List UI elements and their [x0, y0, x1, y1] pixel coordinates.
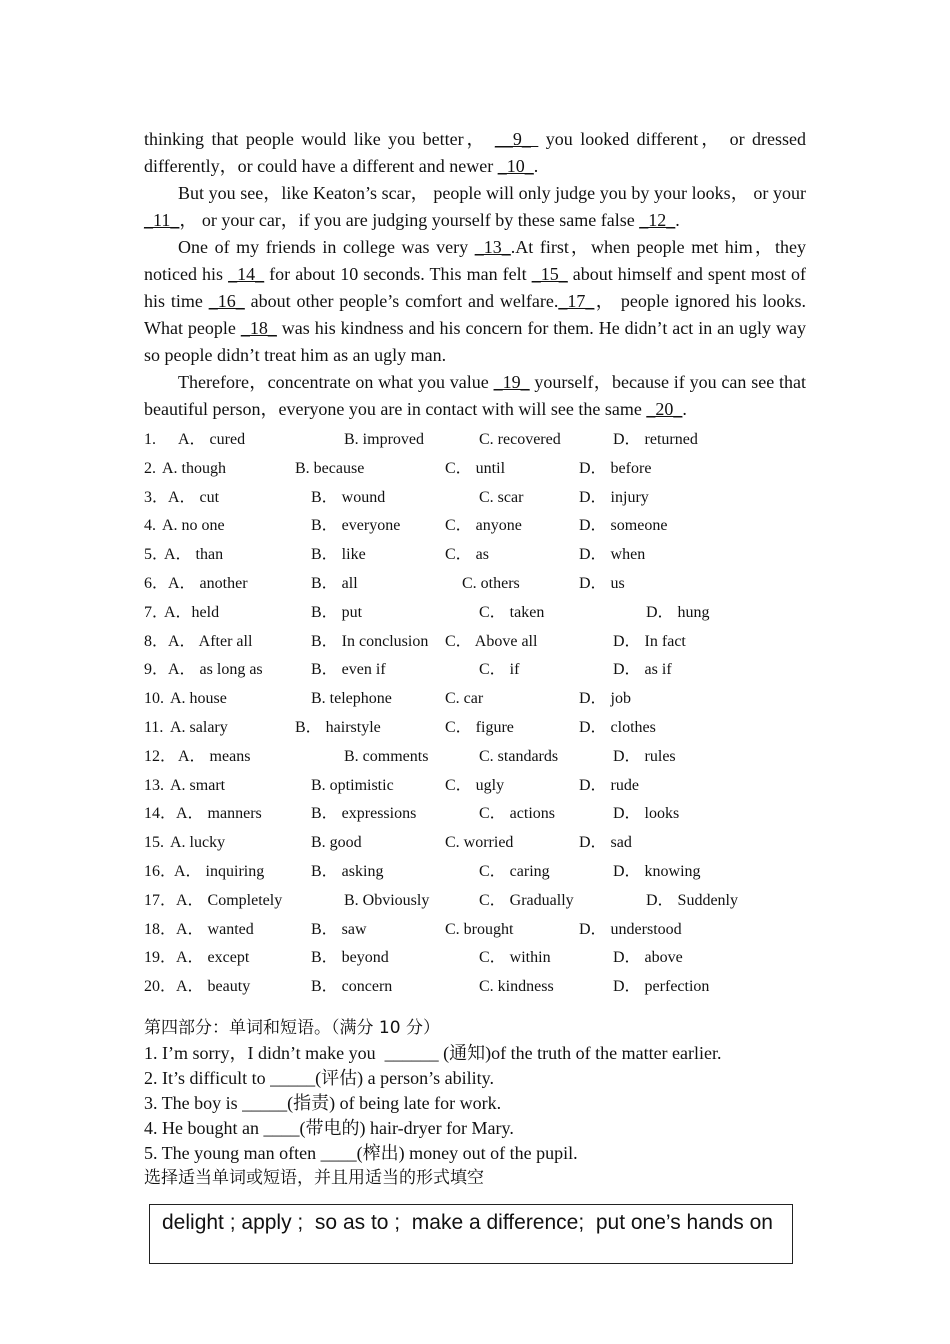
passage-text: .	[675, 210, 680, 230]
option-c: C. standards	[479, 747, 559, 765]
option-a: A．held	[164, 603, 220, 621]
option-row	[144, 599, 824, 628]
passage-paragraph-4	[144, 369, 806, 423]
blank-14: _14_	[228, 264, 265, 284]
option-d: D． knowing	[613, 862, 701, 880]
blank-10: _10_	[497, 156, 534, 176]
option-d: D． hung	[646, 603, 710, 621]
option-d: D． when	[579, 546, 646, 564]
instruction-text: 选择适当单词或短语，并且用适当的形式填空	[144, 1168, 484, 1188]
blank-15: _15_	[531, 264, 568, 284]
option-a: A． Completely	[176, 891, 283, 909]
passage-text: for about 10 seconds. This man felt	[264, 264, 532, 284]
question-number: 14．	[144, 805, 177, 823]
option-a: A． cured	[178, 431, 246, 448]
option-b: B． In conclusion	[311, 632, 429, 650]
blank-18: _18_	[240, 318, 277, 338]
option-d: D． returned	[613, 431, 698, 448]
word-bank-box	[149, 1204, 793, 1264]
option-c: C． if	[479, 661, 520, 679]
passage-text: .At first，when people met him，they noticed his	[144, 237, 806, 284]
option-b: B． saw	[311, 920, 367, 938]
option-c: C. others	[462, 574, 520, 592]
option-row	[144, 858, 824, 887]
question-number: 5．	[144, 546, 169, 564]
option-row	[144, 628, 824, 657]
question-number: 15.	[144, 834, 164, 852]
vocabulary-section	[144, 1016, 844, 1191]
passage-text: was his kindness and his concern for them. He didn’t act in an ugly way so people didn’t treat him as an ugly man.	[144, 318, 806, 365]
option-b: B. Obviously	[344, 891, 430, 909]
option-row	[144, 541, 824, 570]
option-d: D． sad	[579, 834, 632, 852]
option-d: D． above	[613, 949, 683, 967]
option-row	[144, 887, 824, 916]
fill-in-item: 5. The young man often ____(榨出) money out of the pupil.	[144, 1143, 578, 1163]
option-row	[144, 944, 824, 973]
option-c: C． ugly	[445, 776, 505, 794]
blank-20: _20_	[646, 399, 683, 419]
option-a: A． another	[168, 574, 248, 592]
option-a: A． means	[178, 747, 251, 765]
option-a: A． as long as	[168, 661, 263, 679]
option-a: A. lucky	[170, 834, 226, 852]
passage-text: .	[682, 399, 687, 419]
option-a: A． except	[176, 949, 250, 967]
question-number: 4.	[144, 517, 156, 535]
option-b: B． put	[311, 603, 363, 621]
passage-paragraph-3	[144, 234, 806, 369]
option-b: B． wound	[311, 488, 386, 506]
option-d: D． before	[579, 459, 652, 477]
option-a: A． manners	[176, 805, 262, 823]
question-number: 13.	[144, 776, 164, 794]
option-a: A． than	[164, 546, 224, 564]
option-d: D． as if	[613, 661, 672, 679]
option-row	[144, 800, 824, 829]
option-a: A. no one	[162, 517, 225, 535]
question-number: 1.	[144, 431, 156, 448]
option-row	[144, 656, 824, 685]
option-d: D． looks	[613, 805, 680, 823]
question-number: 6．	[144, 574, 169, 592]
option-c: C． within	[479, 949, 551, 967]
option-c: C． caring	[479, 862, 550, 880]
passage-text: about other people’s comfort and welfare.	[244, 291, 559, 311]
question-number: 16．	[144, 862, 177, 880]
blank-16: _16_	[208, 291, 245, 311]
option-b: B. telephone	[311, 690, 392, 708]
option-a: A． wanted	[176, 920, 254, 938]
passage-text: about himself and spent most of his time	[144, 264, 806, 311]
option-d: D． job	[579, 690, 632, 708]
blank-9: __9_	[494, 129, 539, 149]
option-row	[144, 973, 824, 1002]
option-d: D． rules	[613, 747, 676, 765]
option-d: D． perfection	[613, 978, 710, 996]
option-c: C. scar	[479, 488, 524, 506]
option-b: B． even if	[311, 661, 386, 679]
option-c: C. worried	[445, 834, 514, 852]
option-c: C. car	[445, 690, 484, 708]
option-b: B. good	[311, 834, 362, 852]
option-c: C． as	[445, 546, 490, 564]
option-c: C． taken	[479, 603, 545, 621]
passage-text: you looked different， or dressed differently，or could have a different and newer	[144, 129, 806, 176]
option-row	[144, 455, 824, 484]
option-d: D． Suddenly	[646, 891, 739, 909]
passage-text: Therefore，concentrate on what you value	[178, 372, 494, 392]
question-number: 9．	[144, 661, 169, 679]
question-number: 11.	[144, 718, 164, 736]
section-heading: 第四部分：单词和短语。（满分 10 分）	[144, 1018, 440, 1038]
option-c: C． actions	[479, 805, 555, 823]
cloze-passage	[144, 126, 806, 423]
fill-in-item: 3. The boy is _____(指责) of being late for work.	[144, 1093, 502, 1113]
option-d: D． injury	[579, 488, 649, 506]
fill-in-item: 1. I’m sorry，I didn’t make you ______ (通知)of the truth of the matter earlier.	[144, 1043, 722, 1063]
option-b: B． expressions	[311, 805, 417, 823]
option-d: D． understood	[579, 920, 682, 938]
option-c: C. recovered	[479, 431, 561, 448]
fill-in-item: 2. It’s difficult to _____(评估) a person’s ability.	[144, 1068, 494, 1088]
option-b: B. optimistic	[311, 776, 394, 794]
option-row	[144, 829, 824, 858]
option-a: A. salary	[170, 718, 228, 736]
option-a: A. house	[170, 690, 227, 708]
option-b: B. because	[295, 459, 365, 477]
option-d: D． In fact	[613, 632, 686, 650]
question-number: 2.	[144, 459, 156, 477]
option-a: A． beauty	[176, 978, 251, 996]
option-a: A． cut	[168, 488, 220, 506]
passage-text: ， people ignored his looks. What people	[144, 291, 807, 338]
passage-text: But you see，like Keaton’s scar， people will only judge you by your looks， or your	[178, 183, 806, 203]
option-b: B． all	[311, 574, 358, 592]
option-b: B. comments	[344, 747, 429, 765]
passage-paragraph-1	[144, 126, 806, 180]
question-number: 17．	[144, 891, 177, 909]
option-c: C． Gradually	[479, 891, 574, 909]
option-d: D． us	[579, 574, 625, 592]
question-number: 18．	[144, 920, 177, 938]
passage-text: thinking that people would like you better，	[144, 129, 495, 149]
passage-text: yourself，because if you can see that beautiful person，everyone you are in contact with will see the same	[144, 372, 806, 419]
option-row	[144, 426, 824, 455]
option-row	[144, 714, 824, 743]
option-row	[144, 570, 824, 599]
option-b: B. improved	[344, 431, 424, 448]
option-b: B． asking	[311, 862, 384, 880]
option-row	[144, 916, 824, 945]
passage-text: .	[533, 156, 539, 176]
option-c: C． until	[445, 459, 506, 477]
option-b: B． like	[311, 546, 366, 564]
blank-12: _12_	[639, 210, 676, 230]
question-number: 8．	[144, 632, 169, 650]
question-number: 12．	[144, 747, 177, 765]
question-number: 19．	[144, 949, 177, 967]
option-c: C. kindness	[479, 978, 554, 996]
option-b: B． beyond	[311, 949, 389, 967]
option-row	[144, 512, 824, 541]
answer-options-list	[144, 426, 824, 1002]
passage-paragraph-2	[144, 180, 806, 234]
option-a: A. though	[162, 459, 226, 477]
option-row	[144, 685, 824, 714]
option-c: C． Above all	[445, 632, 538, 650]
question-number: 20．	[144, 978, 177, 996]
option-c: C． figure	[445, 718, 514, 736]
passage-text: ， or your car，if you are judging yourself by these same false	[179, 210, 640, 230]
option-a: A． inquiring	[174, 862, 265, 880]
passage-text: One of my friends in college was very	[178, 237, 475, 257]
blank-19: _19_	[493, 372, 530, 392]
option-c: C． anyone	[445, 517, 522, 535]
question-number: 10.	[144, 690, 164, 708]
question-number: 7．	[144, 603, 169, 621]
option-b: B． everyone	[311, 517, 401, 535]
blank-17: _17_	[558, 291, 595, 311]
option-d: D． rude	[579, 776, 639, 794]
option-row	[144, 484, 824, 513]
blank-11: _11_	[144, 210, 180, 230]
blank-13: _13_	[474, 237, 511, 257]
option-c: C. brought	[445, 920, 514, 938]
option-a: A. smart	[170, 776, 226, 794]
option-d: D． clothes	[579, 718, 656, 736]
option-b: B． concern	[311, 978, 393, 996]
option-d: D． someone	[579, 517, 668, 535]
option-row	[144, 772, 824, 801]
word-bank-text: delight ; apply ; so as to ; make a difference; put one’s hands on	[162, 1211, 773, 1234]
option-b: B． hairstyle	[295, 718, 381, 736]
question-number: 3．	[144, 488, 169, 506]
option-row	[144, 743, 824, 772]
option-a: A． After all	[168, 632, 253, 650]
fill-in-item: 4. He bought an ____(带电的) hair-dryer for Mary.	[144, 1118, 514, 1138]
